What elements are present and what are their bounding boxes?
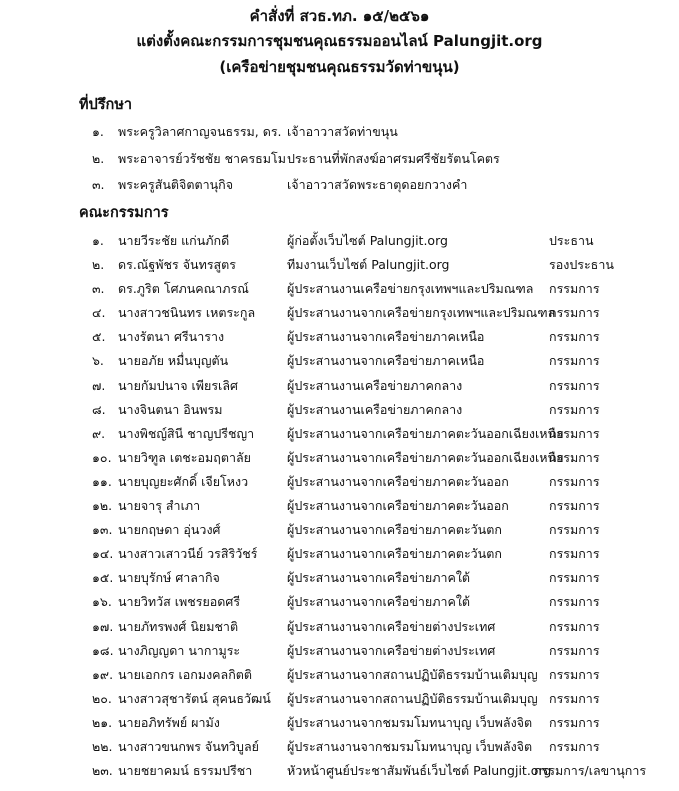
member-role: กรรมการ xyxy=(549,714,600,730)
committee-list xyxy=(0,229,679,783)
committee-row xyxy=(0,398,679,422)
member-role: กรรมการ xyxy=(549,329,600,345)
committee-row xyxy=(0,663,679,687)
member-position: ประธานที่พักสงฆ์อาศรมศรีชัยรัตนโคตร xyxy=(287,150,500,166)
member-position: ผู้ประสานงานเครือข่ายภาคกลาง xyxy=(287,377,463,393)
member-position: ผู้ประสานงานเครือข่ายกรุงเทพฯและปริมณฑล xyxy=(287,281,534,297)
member-name: นายวีระชัย แก่นภักดี xyxy=(118,233,230,248)
item-number: ๒. xyxy=(92,257,105,273)
committee-row xyxy=(0,470,679,494)
item-number: ๑๙. xyxy=(92,666,114,682)
committee-row xyxy=(0,711,679,735)
advisors-heading: ที่ปรึกษา xyxy=(79,97,133,113)
member-name: นายเอกกร เอกมงคลกิตติ xyxy=(118,666,253,682)
committee-row xyxy=(0,277,679,301)
member-role: กรรมการ xyxy=(549,642,600,658)
member-name: นายบุญยะศักดิ์ เจียโหงว xyxy=(118,473,249,489)
appointment-title: แต่งตั้งคณะกรรมการชุมชนคุณธรรมออนไลน์ Palungjit.org xyxy=(136,32,543,50)
member-name: พระครูวิลาศกาญจนธรรม, ดร. xyxy=(118,124,282,139)
member-position: ผู้ประสานงานจากชมรมโมทนาบุญ เว็บพลังจิต xyxy=(287,738,533,754)
member-role: กรรมการ xyxy=(549,594,600,610)
member-role: กรรมการ xyxy=(549,498,600,514)
member-role: ประธาน xyxy=(549,233,594,248)
advisor-row xyxy=(0,120,679,147)
member-role: กรรมการ xyxy=(549,522,600,538)
item-number: ๒๒. xyxy=(92,738,113,754)
member-name: นายอภัย หมื่นบุญตัน xyxy=(118,353,229,369)
item-number: ๒๓. xyxy=(92,763,113,779)
item-number: ๖. xyxy=(92,353,104,369)
item-number: ๑๘. xyxy=(92,642,114,658)
member-name: นายภัทรพงศ์ นิยมชาติ xyxy=(118,618,239,634)
item-number: ๑๔. xyxy=(92,546,114,562)
member-role: กรรมการ xyxy=(549,618,600,634)
member-name: นายจารุ สำเภา xyxy=(118,498,201,514)
committee-row xyxy=(0,325,679,349)
committee-row xyxy=(0,301,679,325)
committee-row xyxy=(0,374,679,398)
member-name: นางสาวชนินทร เหตระกูล xyxy=(118,305,256,321)
item-number: ๑๓. xyxy=(92,522,113,538)
committee-row xyxy=(0,229,679,253)
member-name: นายบุรักษ์ ศาลากิจ xyxy=(118,570,220,586)
member-position: ผู้ประสานงานจากเครือข่ายต่างประเทศ xyxy=(287,618,496,634)
item-number: ๔. xyxy=(92,305,106,321)
member-name: นางสาวสุชารัตน์ สุคนธวัฒน์ xyxy=(118,690,271,706)
member-name: นายชยาคมน์ ธรรมปรีชา xyxy=(118,763,253,779)
item-number: ๒๐. xyxy=(92,690,112,706)
item-number: ๒๑. xyxy=(92,714,113,730)
committee-row xyxy=(0,349,679,373)
member-position: ผู้ประสานงานจากเครือข่ายกรุงเทพฯและปริมณฑล xyxy=(287,305,556,321)
member-position: ผู้ประสานงานจากเครือข่ายภาคใต้ xyxy=(287,570,471,586)
member-position: ผู้ประสานงานจากเครือข่ายภาคตะวันออก xyxy=(287,473,509,489)
item-number: ๑๐. xyxy=(92,449,112,465)
member-role: กรรมการ xyxy=(549,401,600,417)
item-number: ๗. xyxy=(92,377,106,393)
member-name: นายกฤษดา อุ่นวงศ์ xyxy=(118,522,221,538)
member-role: กรรมการ xyxy=(549,738,600,754)
committee-row xyxy=(0,759,679,783)
member-role: กรรมการ xyxy=(549,377,600,393)
advisor-row xyxy=(0,147,679,174)
item-number: ๙. xyxy=(92,425,106,441)
member-position: ผู้ประสานงานจากสถานปฏิบัติธรรมบ้านเติมบุญ xyxy=(287,666,538,682)
committee-row xyxy=(0,687,679,711)
member-name: นางพิชญ์สินี ชาญปรีชญา xyxy=(118,425,255,441)
member-name: พระอาจารย์วรัชชัย ชาครธมโม xyxy=(118,150,286,166)
committee-row xyxy=(0,639,679,663)
item-number: ๑. xyxy=(92,233,104,248)
member-role: กรรมการ/เลขานุการ xyxy=(534,763,647,779)
member-role: รองประธาน xyxy=(549,257,614,273)
member-role: กรรมการ xyxy=(549,353,600,369)
member-name: นางรัตนา ศรีนาราง xyxy=(118,329,225,345)
member-position: เจ้าอาวาสวัดท่าขนุน xyxy=(287,124,398,139)
committee-row xyxy=(0,422,679,446)
member-name: นางภิญญดา นากามูระ xyxy=(118,642,241,658)
item-number: ๑. xyxy=(92,124,104,139)
member-name: ดร.ณัฐพัชร จันทรสูตร xyxy=(118,257,236,273)
item-number: ๑๖. xyxy=(92,594,112,610)
item-number: ๑๑. xyxy=(92,473,112,489)
member-role: กรรมการ xyxy=(549,570,600,586)
member-role: กรรมการ xyxy=(549,425,600,441)
member-name: นางจินตนา อินพรม xyxy=(118,401,223,417)
item-number: ๕. xyxy=(92,329,106,345)
member-name: นายวิทวัส เพชรยอดศรี xyxy=(118,594,241,610)
member-position: ผู้ประสานงานจากเครือข่ายภาคตะวันออกเฉียงเหนือ xyxy=(287,425,564,441)
member-role: กรรมการ xyxy=(549,281,600,297)
item-number: ๑๕. xyxy=(92,570,114,586)
committee-row xyxy=(0,518,679,542)
committee-heading: คณะกรรมการ xyxy=(79,205,169,221)
member-role: กรรมการ xyxy=(549,546,600,562)
member-position: เจ้าอาวาสวัดพระธาตุดอยกวางคำ xyxy=(287,177,468,192)
member-position: ผู้ประสานงานจากเครือข่ายภาคใต้ xyxy=(287,594,471,610)
network-subtitle: (เครือข่ายชุมชนคุณธรรมวัดท่าขนุน) xyxy=(219,58,460,76)
member-role: กรรมการ xyxy=(549,473,600,489)
item-number: ๓. xyxy=(92,177,105,192)
committee-row xyxy=(0,494,679,518)
item-number: ๒. xyxy=(92,150,105,166)
item-number: ๑๗. xyxy=(92,618,114,634)
member-position: ผู้ประสานงานจากเครือข่ายภาคเหนือ xyxy=(287,353,485,369)
committee-row xyxy=(0,735,679,759)
committee-row xyxy=(0,446,679,470)
member-role: กรรมการ xyxy=(549,305,600,321)
member-name: นางสาวเสาวนีย์ วรสิริวัชร์ xyxy=(118,546,258,562)
member-role: กรรมการ xyxy=(549,690,600,706)
committee-row xyxy=(0,590,679,614)
advisors-list xyxy=(0,120,679,200)
member-name: พระครูสันติจิตตานุกิจ xyxy=(118,177,234,192)
member-name: นายวิฑูล เตชะอมฤตาลัย xyxy=(118,449,251,465)
member-position: ผู้ประสานงานจากเครือข่ายภาคตะวันออก xyxy=(287,498,509,514)
member-position: ผู้ประสานงานจากเครือข่ายภาคเหนือ xyxy=(287,329,485,345)
document-number-title: คำสั่งที่ สวธ.ทภ. ๑๕/๒๕๖๑ xyxy=(249,7,430,25)
member-position: ผู้ประสานงานจากเครือข่ายต่างประเทศ xyxy=(287,642,496,658)
member-position: ผู้ก่อตั้งเว็บไซต์ Palungjit.org xyxy=(287,233,448,248)
member-name: ดร.ภูริต โศภนคณาภรณ์ xyxy=(118,281,249,297)
member-name: นายอภิทรัพย์ ผามัง xyxy=(118,714,220,730)
member-position: ผู้ประสานงานจากเครือข่ายภาคตะวันออกเฉียงเหนือ xyxy=(287,449,564,465)
member-position: หัวหน้าศูนย์ประชาสัมพันธ์เว็บไซต์ Palungjit.org xyxy=(287,763,552,779)
member-role: กรรมการ xyxy=(549,449,600,465)
committee-row xyxy=(0,566,679,590)
member-position: ผู้ประสานงานจากสถานปฏิบัติธรรมบ้านเติมบุญ xyxy=(287,690,538,706)
member-position: ผู้ประสานงานจากเครือข่ายภาคตะวันตก xyxy=(287,522,502,538)
committee-row xyxy=(0,615,679,639)
item-number: ๘. xyxy=(92,401,106,417)
member-position: ผู้ประสานงานจากเครือข่ายภาคตะวันตก xyxy=(287,546,502,562)
committee-row xyxy=(0,542,679,566)
member-role: กรรมการ xyxy=(549,666,600,682)
item-number: ๑๒. xyxy=(92,498,113,514)
item-number: ๓. xyxy=(92,281,105,297)
member-position: ผู้ประสานงานจากชมรมโมทนาบุญ เว็บพลังจิต xyxy=(287,714,533,730)
committee-row xyxy=(0,253,679,277)
member-position: ผู้ประสานงานเครือข่ายภาคกลาง xyxy=(287,401,463,417)
member-name: นายกัมปนาจ เพียรเลิศ xyxy=(118,377,238,393)
advisor-row xyxy=(0,173,679,200)
member-position: ทีมงานเว็บไซต์ Palungjit.org xyxy=(287,257,450,273)
member-name: นางสาวขนกพร จันทวิบูลย์ xyxy=(118,738,259,754)
